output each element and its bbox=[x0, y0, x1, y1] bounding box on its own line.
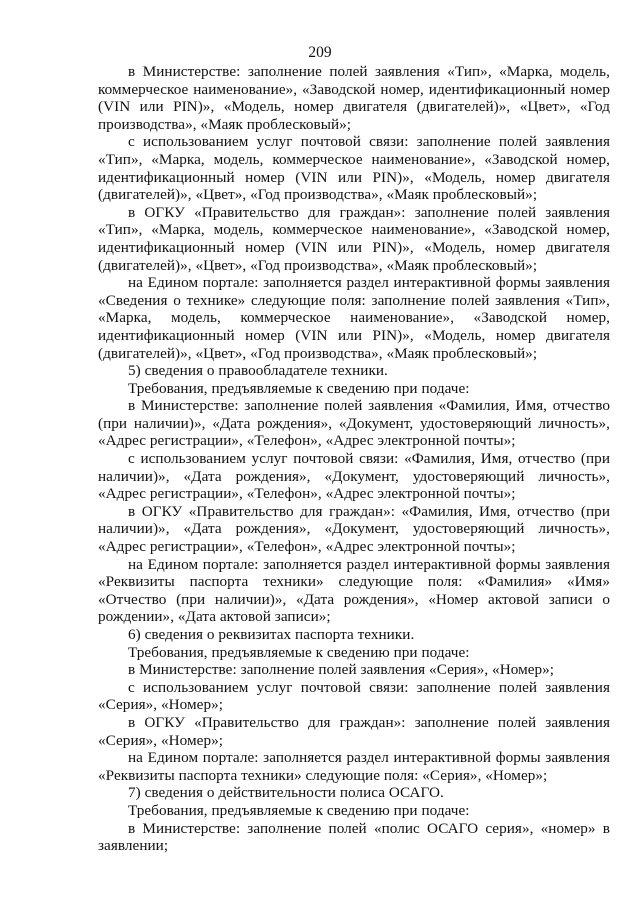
paragraph-portal-passport-fields: на Едином портале: заполняется раздел интерактивной формы заявления «Реквизиты паспорта техники» следующие поля: «Серия», «Номер»; bbox=[98, 749, 610, 784]
paragraph-ogku-owner-fields: в ОГКУ «Правительство для граждан»: «Фамилия, Имя, отчество (при наличии)», «Дата рождения», «Документ, удостоверяющий личность», «Адрес регистрации», «Телефон», «Адрес электронной почты»; bbox=[98, 502, 610, 556]
paragraph-ogku-passport-fields: в ОГКУ «Правительство для граждан»: заполнение полей заявления «Серия», «Номер»; bbox=[98, 713, 610, 749]
paragraph-postal-vehicle-fields: с использованием услуг почтовой связи: заполнение полей заявления «Тип», «Марка, модель, коммерческое наименование», «Заводской номер, идентификационный номер (VIN или PIN)», «Модель, номер двигателя (двигателей)», «Цвет», «Год производства», «Маяк проблесковый»; bbox=[98, 133, 610, 204]
paragraph-portal-owner-fields: на Едином портале: заполняется раздел интерактивной формы заявления «Реквизиты паспорта техники» следующие поля: «Фамилия» «Имя» «Отчество (при наличии)», «Дата рождения», «Номер актовой записи о рождении», «Дата актовой записи»; bbox=[98, 555, 610, 626]
paragraph-ministry-vehicle-fields: в Министерстве: заполнение полей заявления «Тип», «Марка, модель, коммерческое наименование», «Заводской номер, идентификационный номер (VIN или PIN)», «Модель, номер двигателя (двигателей)», «Цвет», «Год производства», «Маяк проблесковый»; bbox=[98, 63, 610, 133]
paragraph-postal-owner-fields: с использованием услуг почтовой связи: «Фамилия, Имя, отчество (при наличии)», «Дата рождения», «Документ, удостоверяющий личность», «Адрес регистрации», «Телефон», «Адрес электронной почты»; bbox=[98, 450, 610, 503]
section-heading-6-passport-details: 6) сведения о реквизитах паспорта техники. bbox=[128, 626, 415, 643]
section-heading-7-osago-validity: 7) сведения о действительности полиса ОСАГО. bbox=[128, 784, 444, 802]
paragraph-ministry-passport-fields: в Министерстве: заполнение полей заявления «Серия», «Номер»; bbox=[128, 661, 555, 679]
paragraph-ministry-osago-fields: в Министерстве: заполнение полей «полис ОСАГО серия», «номер» в заявлении; bbox=[98, 819, 610, 855]
paragraph-requirements-intro-5: Требования, предъявляемые к сведению при подаче: bbox=[128, 379, 470, 397]
document-body bbox=[98, 63, 610, 855]
paragraph-ministry-owner-fields: в Министерстве: заполнение полей заявления «Фамилия, Имя, отчество (при наличии)», «Дата рождения», «Документ, удостоверяющий личность», «Адрес регистрации», «Телефон», «Адрес электронной почты»; bbox=[98, 397, 610, 450]
paragraph-requirements-intro-7: Требования, предъявляемые к сведению при подаче: bbox=[128, 801, 470, 819]
page-number: 209 bbox=[308, 44, 332, 61]
section-heading-5-owner-info: 5) сведения о правообладателе техники. bbox=[128, 362, 388, 380]
paragraph-postal-passport-fields: с использованием услуг почтовой связи: заполнение полей заявления «Серия», «Номер»; bbox=[98, 678, 610, 714]
paragraph-portal-vehicle-fields: на Едином портале: заполняется раздел интерактивной формы заявления «Сведения о технике» следующие поля: заполнение полей заявления «Тип», «Марка, модель, коммерческое наименование», «Заводской номер, идентификационный номер (VIN или PIN)», «Модель, номер двигателя (двигателей)», «Цвет», «Год производства», «Маяк проблесковый»; bbox=[98, 274, 610, 362]
paragraph-ogku-vehicle-fields: в ОГКУ «Правительство для граждан»: заполнение полей заявления «Тип», «Марка, модель, коммерческое наименование», «Заводской номер, идентификационный номер (VIN или PIN)», «Модель, номер двигателя (двигателей)», «Цвет», «Год производства», «Маяк проблесковый»; bbox=[98, 203, 610, 274]
paragraph-requirements-intro-6: Требования, предъявляемые к сведению при подаче: bbox=[128, 643, 470, 661]
